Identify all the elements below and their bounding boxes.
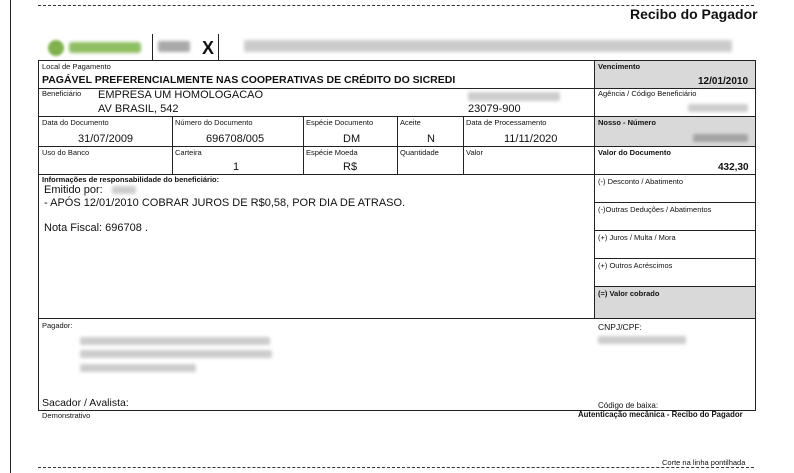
demonstrativo-label: Demonstrativo: [42, 411, 91, 420]
sacador-label: Sacador / Avalista:: [42, 397, 129, 409]
bank-code-divider-left: [152, 34, 153, 60]
instrucoes-label: Informações de responsabilidade do beneficiário:: [42, 175, 220, 184]
data-processamento-label: Data de Processamento: [466, 118, 547, 127]
beneficiario-label: Beneficiário: [42, 89, 82, 98]
emitido-redacted: [112, 186, 136, 194]
aceite-label: Aceite: [400, 118, 421, 127]
side-row3: [594, 258, 756, 259]
bank-code-redacted: [158, 41, 190, 52]
side-row2: [594, 230, 756, 231]
beneficiario-address: AV BRASIL, 542: [98, 103, 179, 115]
local-pagamento-value: PAGÁVEL PREFERENCIALMENTE NAS COOPERATIVAS DE CRÉDITO DO SICREDI: [42, 74, 456, 86]
grid-right: [755, 60, 756, 410]
numero-documento-value: 696708/005: [206, 133, 265, 145]
data-documento-value: 31/07/2009: [78, 133, 134, 145]
div-aceite: [397, 116, 398, 174]
valor-label: Valor: [466, 148, 483, 157]
receipt-title: Recibo do Pagador: [630, 6, 758, 22]
pagador-line1-redacted: [80, 337, 270, 345]
instrucoes-nota-fiscal: Nota Fiscal: 696708 .: [44, 222, 148, 234]
especie-moeda-label: Espécie Moeda: [306, 148, 358, 157]
vencimento-label: Vencimento: [598, 62, 641, 71]
corte-label: Corte na linha pontilhada: [662, 458, 746, 467]
valor-cobrado-label: (=) Valor cobrado: [598, 289, 660, 298]
div-data-doc: [172, 116, 173, 174]
div-processamento: [463, 116, 464, 174]
valor-documento-label: Valor do Documento: [598, 148, 671, 157]
grid-row-pagador: [38, 318, 756, 319]
grid-side-divider: [594, 60, 595, 318]
cnpj-label: CNPJ/CPF:: [598, 322, 642, 332]
local-pagamento-label: Local de Pagamento: [42, 62, 111, 71]
vencimento-value: 12/01/2010: [698, 76, 749, 87]
beneficiario-doc-redacted: [468, 92, 560, 101]
side-row1: [594, 202, 756, 203]
pagador-line3-redacted: [80, 364, 196, 372]
div-especie: [303, 116, 304, 174]
valor-documento-value: 432,30: [718, 162, 749, 173]
sicredi-logo-wordmark: [69, 42, 141, 53]
instrucoes-emitido: Emitido por:: [44, 184, 103, 196]
beneficiario-name: EMPRESA UM HOMOLOGACAO: [98, 89, 264, 101]
aceite-value: N: [427, 133, 435, 145]
instrucoes-linha1: - APÓS 12/01/2010 COBRAR JUROS DE R$0,58, POR DIA DE ATRASO.: [44, 197, 406, 209]
especie-documento-label: Espécie Documento: [306, 118, 374, 127]
outros-acrescimos-label: (+) Outros Acréscimos: [598, 261, 673, 270]
page-left-edge: [10, 0, 11, 473]
outras-deducoes-label: (-)Outras Deduções / Abatimentos: [598, 205, 712, 214]
uso-banco-label: Uso do Banco: [42, 148, 90, 157]
beneficiario-cep: 23079-900: [468, 103, 521, 115]
data-documento-label: Data do Documento: [42, 118, 109, 127]
codigo-baixa-label: Código de baixa:: [598, 401, 659, 410]
sicredi-logo-mark-icon: [48, 40, 64, 56]
cnpj-value-redacted: [598, 336, 686, 344]
autenticacao-label: Autenticação mecânica - Recibo do Pagador: [578, 410, 743, 419]
bank-code-suffix: X: [202, 38, 215, 58]
agencia-value-redacted: [688, 104, 748, 112]
desconto-label: (-) Desconto / Abatimento: [598, 177, 684, 186]
pagador-line2-redacted: [80, 350, 272, 358]
numero-documento-label: Número do Documento: [175, 118, 253, 127]
grid-left: [38, 60, 39, 410]
cut-dashed-line: [38, 467, 754, 468]
bank-code-divider-right: [218, 34, 219, 60]
carteira-value: 1: [233, 161, 240, 173]
nosso-numero-redacted: [693, 134, 748, 142]
data-processamento-value: 11/11/2020: [504, 133, 558, 145]
quantidade-label: Quantidade: [400, 148, 439, 157]
agencia-label: Agência / Código Beneficiário: [598, 89, 697, 98]
especie-moeda-value: R$: [343, 161, 358, 173]
especie-documento-value: DM: [343, 133, 361, 145]
sicredi-logo: [45, 37, 148, 59]
carteira-label: Carteira: [175, 148, 202, 157]
nosso-numero-label: Nosso - Número: [598, 118, 656, 127]
juros-label: (+) Juros / Multa / Mora: [598, 233, 676, 242]
digitable-line-redacted: [244, 40, 732, 52]
pagador-label: Pagador:: [42, 321, 73, 330]
